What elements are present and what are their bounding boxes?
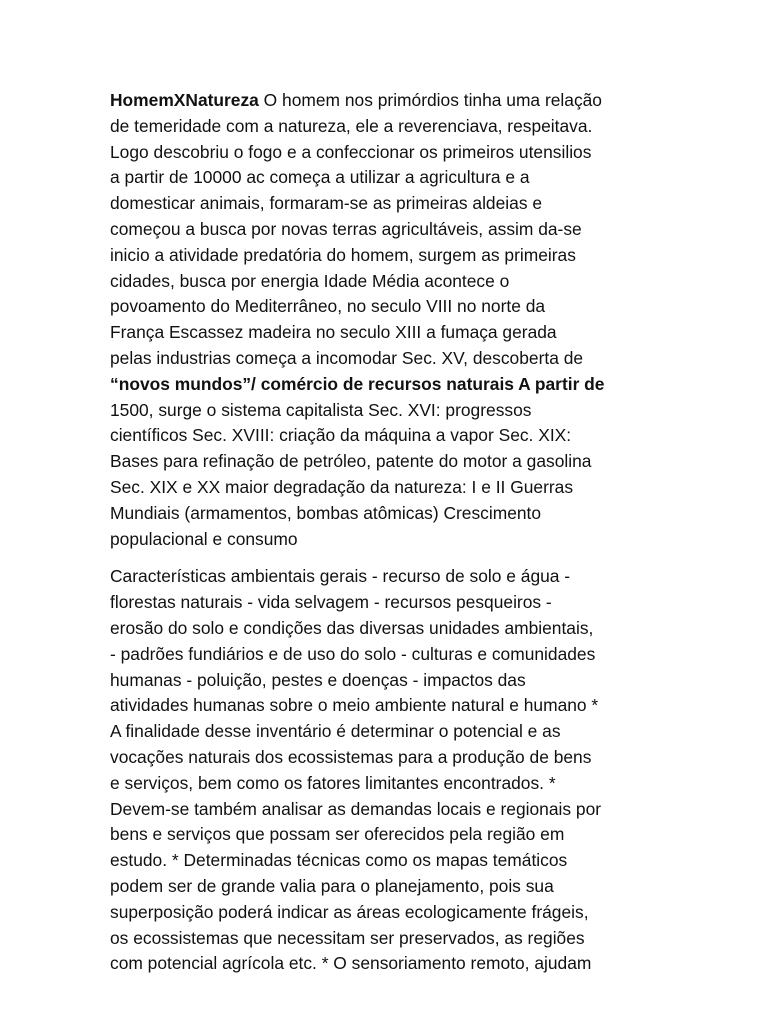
text-line: 1500, surge o sistema capitalista Sec. XVI: progressos bbox=[110, 399, 532, 420]
text-line: começou a busca por novas terras agricultáveis, assim da-se bbox=[110, 218, 582, 239]
text-line-segment: O homem nos primórdios tinha uma relação bbox=[258, 90, 602, 110]
text-line: Devem-se também analisar as demandas locais e regionais por bbox=[110, 798, 602, 819]
document-title: HomemXNatureza bbox=[110, 90, 259, 110]
text-line: superposição poderá indicar as áreas ecologicamente frágeis, bbox=[110, 901, 589, 922]
text-line: com potencial agrícola etc. * O sensoriamento remoto, ajudam bbox=[110, 953, 592, 974]
text-line: a partir de 10000 ac começa a utilizar a agricultura e a bbox=[110, 167, 530, 188]
paragraph-environment bbox=[110, 564, 670, 977]
text-line: Bases para refinação de petróleo, patente do motor a gasolina bbox=[110, 451, 592, 472]
text-line: populacional e consumo bbox=[110, 528, 298, 549]
text-line: Logo descobriu o fogo e a confeccionar os primeiros utensilios bbox=[110, 141, 592, 162]
text-line: inicio a atividade predatória do homem, surgem as primeiras bbox=[110, 244, 576, 265]
text-line bbox=[110, 88, 670, 114]
text-line: A finalidade desse inventário é determinar o potencial e as bbox=[110, 721, 561, 742]
text-line: os ecossistemas que necessitam ser preservados, as regiões bbox=[110, 927, 585, 948]
text-line: bens e serviços que possam ser oferecidos pela região em bbox=[110, 824, 565, 845]
text-line: erosão do solo e condições das diversas unidades ambientais, bbox=[110, 617, 594, 638]
text-line: humanas - poluição, pestes e doenças - impactos das bbox=[110, 669, 526, 690]
text-line: Mundiais (armamentos, bombas atômicas) Crescimento bbox=[110, 502, 542, 523]
text-line: domesticar animais, formaram-se as primeiras aldeias e bbox=[110, 193, 543, 214]
text-line-bold: “novos mundos”/ comércio de recursos naturais A partir de bbox=[110, 373, 605, 394]
text-line: França Escassez madeira no seculo XIII a fumaça gerada bbox=[110, 322, 557, 343]
text-line: cidades, busca por energia Idade Média acontece o bbox=[110, 270, 510, 291]
text-line: Características ambientais gerais - recurso de solo e água - bbox=[110, 566, 571, 587]
text-line: e serviços, bem como os fatores limitantes encontrados. * bbox=[110, 772, 556, 793]
text-line: Sec. XIX e XX maior degradação da natureza: I e II Guerras bbox=[110, 476, 574, 497]
text-line: de temeridade com a natureza, ele a reverenciava, respeitava. bbox=[110, 115, 593, 136]
text-line: podem ser de grande valia para o planejamento, pois sua bbox=[110, 875, 554, 896]
text-line: povoamento do Mediterrâneo, no seculo VIII no norte da bbox=[110, 296, 546, 317]
text-line: - padrões fundiários e de uso do solo - culturas e comunidades bbox=[110, 643, 596, 664]
text-line: estudo. * Determinadas técnicas como os mapas temáticos bbox=[110, 850, 568, 871]
text-line: florestas naturais - vida selvagem - recursos pesqueiros - bbox=[110, 592, 552, 613]
text-line: científicos Sec. XVIII: criação da máquina a vapor Sec. XIX: bbox=[110, 425, 572, 446]
text-line: pelas industrias começa a incomodar Sec. XV, descoberta de bbox=[110, 347, 584, 368]
text-line: atividades humanas sobre o meio ambiente natural e humano * bbox=[110, 695, 599, 716]
document-page bbox=[110, 88, 670, 977]
text-line: vocações naturais dos ecossistemas para a produção de bens bbox=[110, 746, 592, 767]
paragraph-history bbox=[110, 88, 670, 552]
